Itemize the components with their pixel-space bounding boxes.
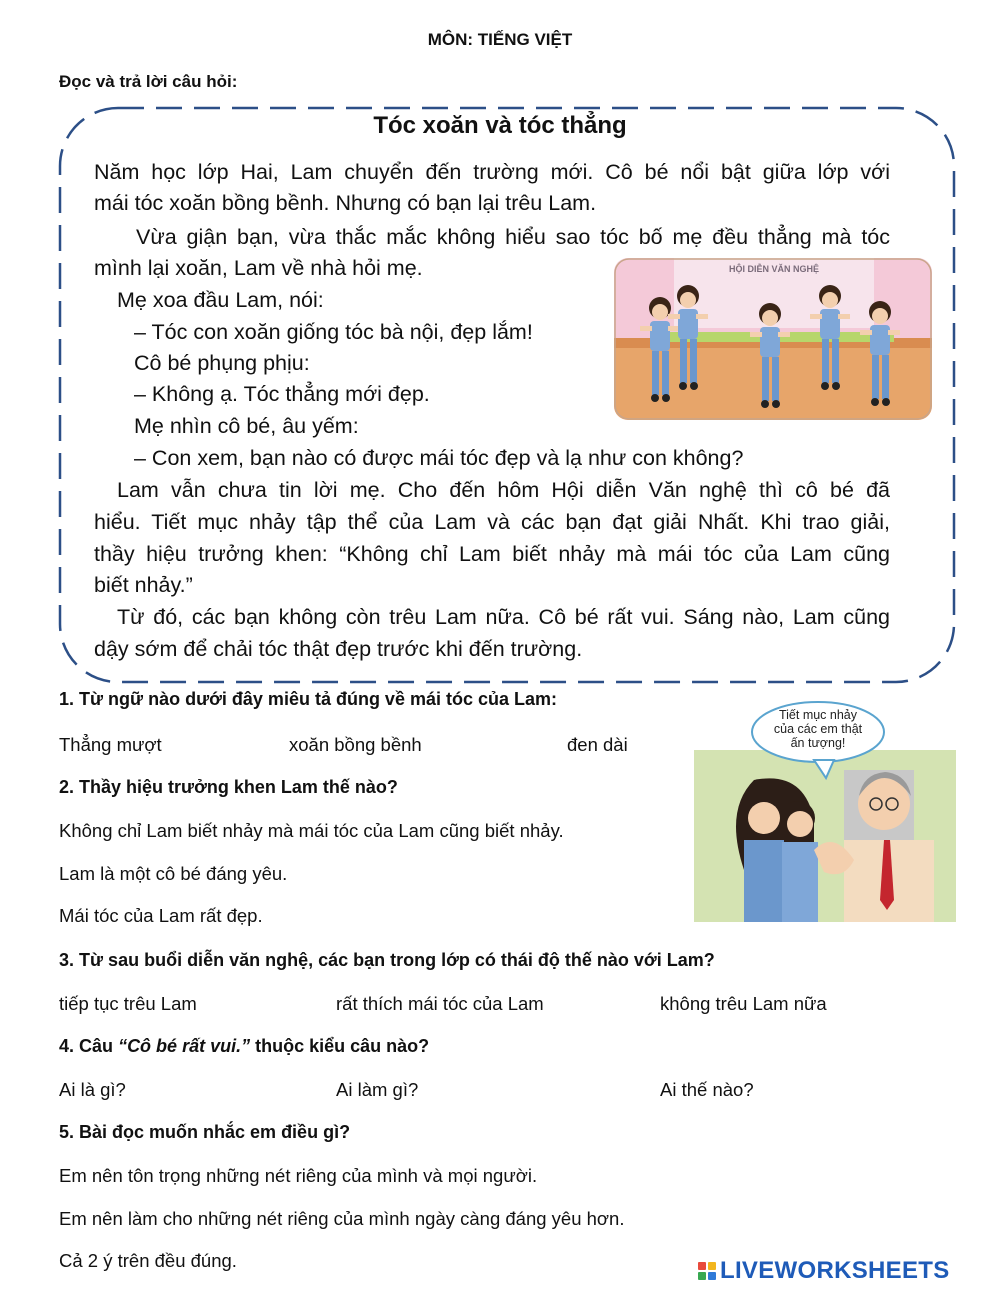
story-line: Từ đó, các bạn không còn trêu Lam nữa. Cô bé rất vui. Sáng nào, Lam cũng — [117, 605, 890, 629]
instruction: Đọc và trả lời câu hỏi: — [59, 72, 238, 91]
question-number: 4. — [59, 1036, 75, 1056]
answer-option[interactable]: Cả 2 ý trên đều đúng. — [59, 1250, 237, 1271]
question-number: 2. — [59, 777, 75, 797]
answer-option[interactable]: Ai là gì? — [59, 1079, 126, 1100]
story-line: biết nhảy.” — [94, 573, 193, 597]
logo-blocks-icon — [698, 1262, 716, 1280]
answer-option[interactable]: Em nên tôn trọng những nét riêng của mình và mọi người. — [59, 1165, 538, 1186]
answer-option[interactable]: Không chỉ Lam biết nhảy mà mái tóc của Lam cũng biết nhảy. — [59, 820, 564, 841]
question-number: 5. — [59, 1122, 75, 1142]
question-text-suffix: thuộc kiểu câu nào? — [255, 1036, 430, 1056]
story-line: hiểu. Tiết mục nhảy tập thể của Lam và các bạn đạt giải Nhất. Khi trao giải, — [94, 510, 890, 534]
story-line: thầy hiệu trưởng khen: “Không chỉ Lam biết nhảy mà mái tóc của Lam cũng — [94, 542, 890, 566]
question-5 — [59, 1122, 350, 1143]
answer-option[interactable]: Ai thế nào? — [660, 1079, 754, 1100]
liveworksheets-logo[interactable] — [698, 1256, 950, 1286]
answer-option[interactable]: Ai làm gì? — [336, 1079, 419, 1100]
question-1 — [59, 689, 557, 710]
speech-line: Tiết mục nhảy — [778, 708, 858, 722]
story-line: dậy sớm để chải tóc thật đẹp trước khi đến trường. — [94, 637, 583, 661]
page-title: MÔN: TIẾNG VIỆT — [427, 30, 573, 49]
answer-option[interactable]: Em nên làm cho những nét riêng của mình ngày càng đáng yêu hơn. — [59, 1208, 625, 1229]
story-line: Cô bé phụng phịu: — [134, 351, 310, 375]
answer-option[interactable]: Lam là một cô bé đáng yêu. — [59, 863, 288, 884]
question-text: Từ sau buổi diễn văn nghệ, các bạn trong lớp có thái độ thế nào với Lam? — [79, 950, 715, 970]
brand-name: LIVEWORKSHEETS — [720, 1257, 950, 1284]
speech-line: ấn tượng! — [790, 736, 846, 750]
speech-bubble — [758, 708, 878, 750]
story-line: Mẹ xoa đầu Lam, nói: — [117, 288, 324, 312]
question-2 — [59, 777, 398, 798]
dance-illustration — [614, 258, 932, 420]
answer-option[interactable]: Thẳng mượt — [59, 734, 162, 755]
principal-illustration — [694, 700, 956, 922]
speech-line: của các em thật — [773, 722, 863, 736]
answer-option[interactable]: xoăn bồng bềnh — [289, 734, 422, 755]
question-number: 1. — [59, 689, 75, 709]
story-line: – Con xem, bạn nào có được mái tóc đẹp và lạ như con không? — [134, 446, 744, 470]
question-text: Từ ngữ nào dưới đây miêu tả đúng về mái tóc của Lam: — [79, 689, 557, 709]
story-line: Mẹ nhìn cô bé, âu yếm: — [134, 414, 359, 438]
question-number: 3. — [59, 950, 75, 970]
story-line: mình lại xoăn, Lam về nhà hỏi mẹ. — [94, 256, 423, 280]
story-title: Tóc xoăn và tóc thẳng — [373, 112, 627, 139]
story-line: – Tóc con xoăn giống tóc bà nội, đẹp lắm! — [134, 320, 533, 344]
question-text: Bài đọc muốn nhắc em điều gì? — [79, 1122, 351, 1142]
answer-option[interactable]: rất thích mái tóc của Lam — [336, 993, 544, 1014]
story-line: Lam vẫn chưa tin lời mẹ. Cho đến hôm Hội diễn Văn nghệ thì cô bé đã — [117, 478, 890, 502]
story-line: Vừa giận bạn, vừa thắc mắc không hiểu sao tóc bố mẹ đều thẳng mà tóc — [136, 225, 890, 249]
answer-option[interactable]: đen dài — [567, 734, 628, 755]
answer-option[interactable]: không trêu Lam nữa — [660, 993, 827, 1014]
question-text: Thầy hiệu trưởng khen Lam thế nào? — [79, 777, 398, 797]
answer-option[interactable]: Mái tóc của Lam rất đẹp. — [59, 905, 263, 926]
question-4 — [59, 1036, 429, 1057]
question-quote: “Cô bé rất vui.” — [118, 1036, 251, 1056]
story-line: mái tóc xoăn bồng bềnh. Nhưng có bạn lại trêu Lam. — [94, 191, 597, 215]
question-3 — [59, 950, 715, 971]
story-line: Năm học lớp Hai, Lam chuyển đến trường mới. Cô bé nổi bật giữa lớp với — [94, 160, 890, 184]
stage-banner: HỘI DIỄN VĂN NGHỆ — [728, 264, 819, 274]
question-text-prefix: Câu — [79, 1036, 114, 1056]
answer-option[interactable]: tiếp tục trêu Lam — [59, 993, 197, 1014]
story-line: – Không ạ. Tóc thẳng mới đẹp. — [134, 382, 430, 406]
